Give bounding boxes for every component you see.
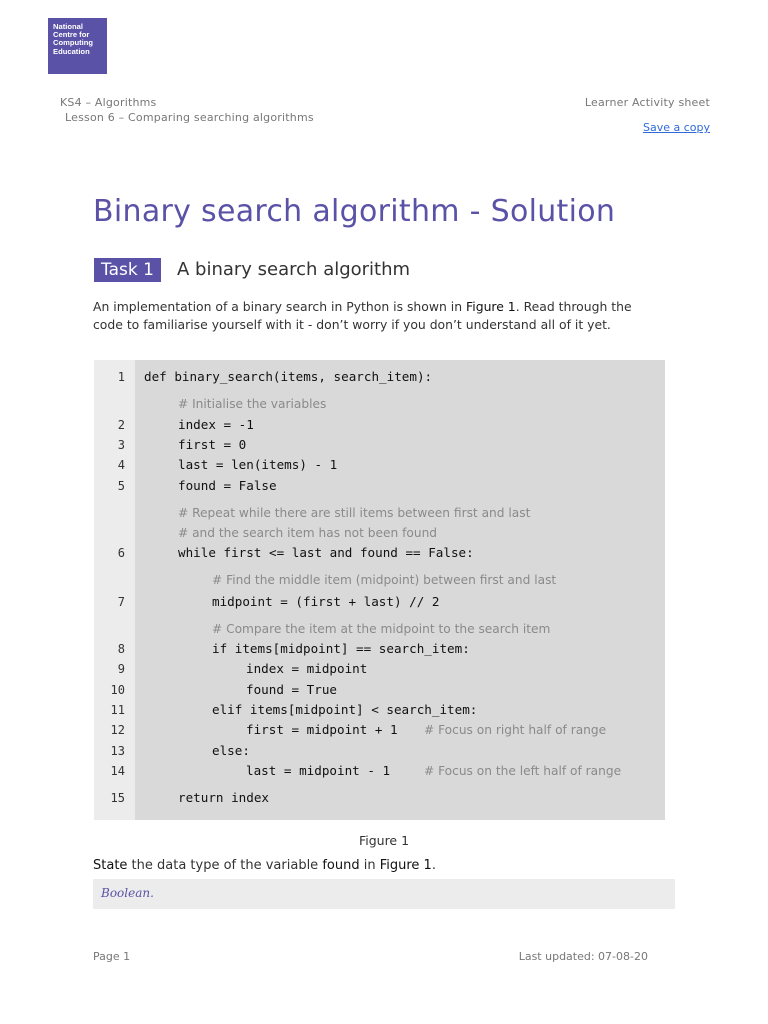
line-number: 13: [110, 744, 125, 758]
line-number: 3: [117, 438, 125, 452]
question-text: [93, 858, 436, 873]
question-verb: State: [93, 858, 128, 873]
intro-text: An implementation of a binary search in Python is shown in: [93, 299, 467, 314]
line-number: 8: [117, 642, 125, 656]
question-variable: found: [322, 858, 360, 873]
line-number: 15: [110, 791, 125, 805]
page-title: Binary search algorithm - Solution: [93, 194, 616, 229]
figure-reference: Figure 1: [379, 858, 432, 873]
line-number: 4: [117, 458, 125, 472]
code-line: first = 0: [178, 437, 247, 452]
intro-paragraph: [93, 298, 653, 334]
line-number: 5: [117, 479, 125, 493]
last-updated: Last updated: 07-08-20: [518, 950, 648, 963]
logo-line: National: [53, 22, 83, 31]
intro-text: . Read through the code to familiarise yourself with it - don’t worry if you don’t understand all of it yet.: [93, 299, 632, 332]
line-number: 12: [110, 723, 125, 737]
code-line: found = False: [178, 478, 277, 493]
code-line: if items[midpoint] == search_item:: [212, 641, 470, 656]
logo-line: Centre for: [53, 30, 90, 40]
code-comment: # Repeat while there are still items between first and last: [178, 506, 531, 520]
figure-reference: Figure 1: [466, 299, 516, 314]
code-line: index = -1: [178, 417, 254, 432]
logo-line: Education: [53, 46, 90, 56]
answer-text: Boolean.: [101, 886, 154, 900]
code-line: elif items[midpoint] < search_item:: [212, 702, 478, 717]
line-number: 6: [117, 546, 125, 560]
line-number: 11: [110, 703, 125, 717]
line-number: 14: [110, 764, 125, 778]
code-comment: # Find the middle item (midpoint) between first and last: [212, 573, 557, 587]
page-number: Page 1: [93, 950, 131, 963]
line-number: 7: [117, 595, 125, 609]
code-line: first = midpoint + 1: [246, 722, 398, 737]
answer-field[interactable]: [93, 879, 675, 909]
code-comment: # Initialise the variables: [178, 397, 327, 411]
code-comment: # and the search item has not been found: [178, 526, 438, 540]
code-line: last = midpoint - 1: [246, 763, 391, 778]
task-title: A binary search algorithm: [177, 259, 411, 280]
code-line: def binary_search(items, search_item):: [144, 369, 433, 384]
figure-caption: Figure 1: [358, 833, 410, 848]
code-line: index = midpoint: [246, 661, 368, 676]
code-line: return index: [178, 790, 269, 805]
logo-line: Computing: [53, 38, 94, 48]
line-number: 9: [117, 662, 125, 676]
code-comment: # Compare the item at the midpoint to the search item: [212, 622, 551, 636]
question-part: the data type of the variable: [127, 858, 323, 873]
code-comment: # Focus on the left half of range: [424, 764, 622, 778]
code-line: else:: [212, 743, 250, 758]
code-comment: # Focus on right half of range: [424, 723, 607, 737]
course-name: KS4 – Algorithms: [60, 96, 157, 109]
line-number: 1: [117, 370, 125, 384]
line-number: 10: [110, 683, 125, 697]
question-part: in: [359, 858, 380, 873]
code-line: while first <= last and found == False:: [178, 545, 474, 560]
code-line: midpoint = (first + last) // 2: [212, 594, 440, 609]
lesson-name: Lesson 6 – Comparing searching algorithms: [65, 111, 314, 124]
code-listing: [94, 360, 665, 820]
code-line: last = len(items) - 1: [178, 457, 338, 472]
task-badge: Task 1: [94, 258, 161, 282]
line-number: 2: [117, 418, 125, 432]
save-copy-link[interactable]: Save a copy: [642, 121, 710, 134]
question-part: .: [431, 858, 436, 873]
code-line: found = True: [246, 682, 337, 697]
sheet-type: Learner Activity sheet: [584, 96, 710, 109]
ncce-logo: [48, 18, 107, 74]
